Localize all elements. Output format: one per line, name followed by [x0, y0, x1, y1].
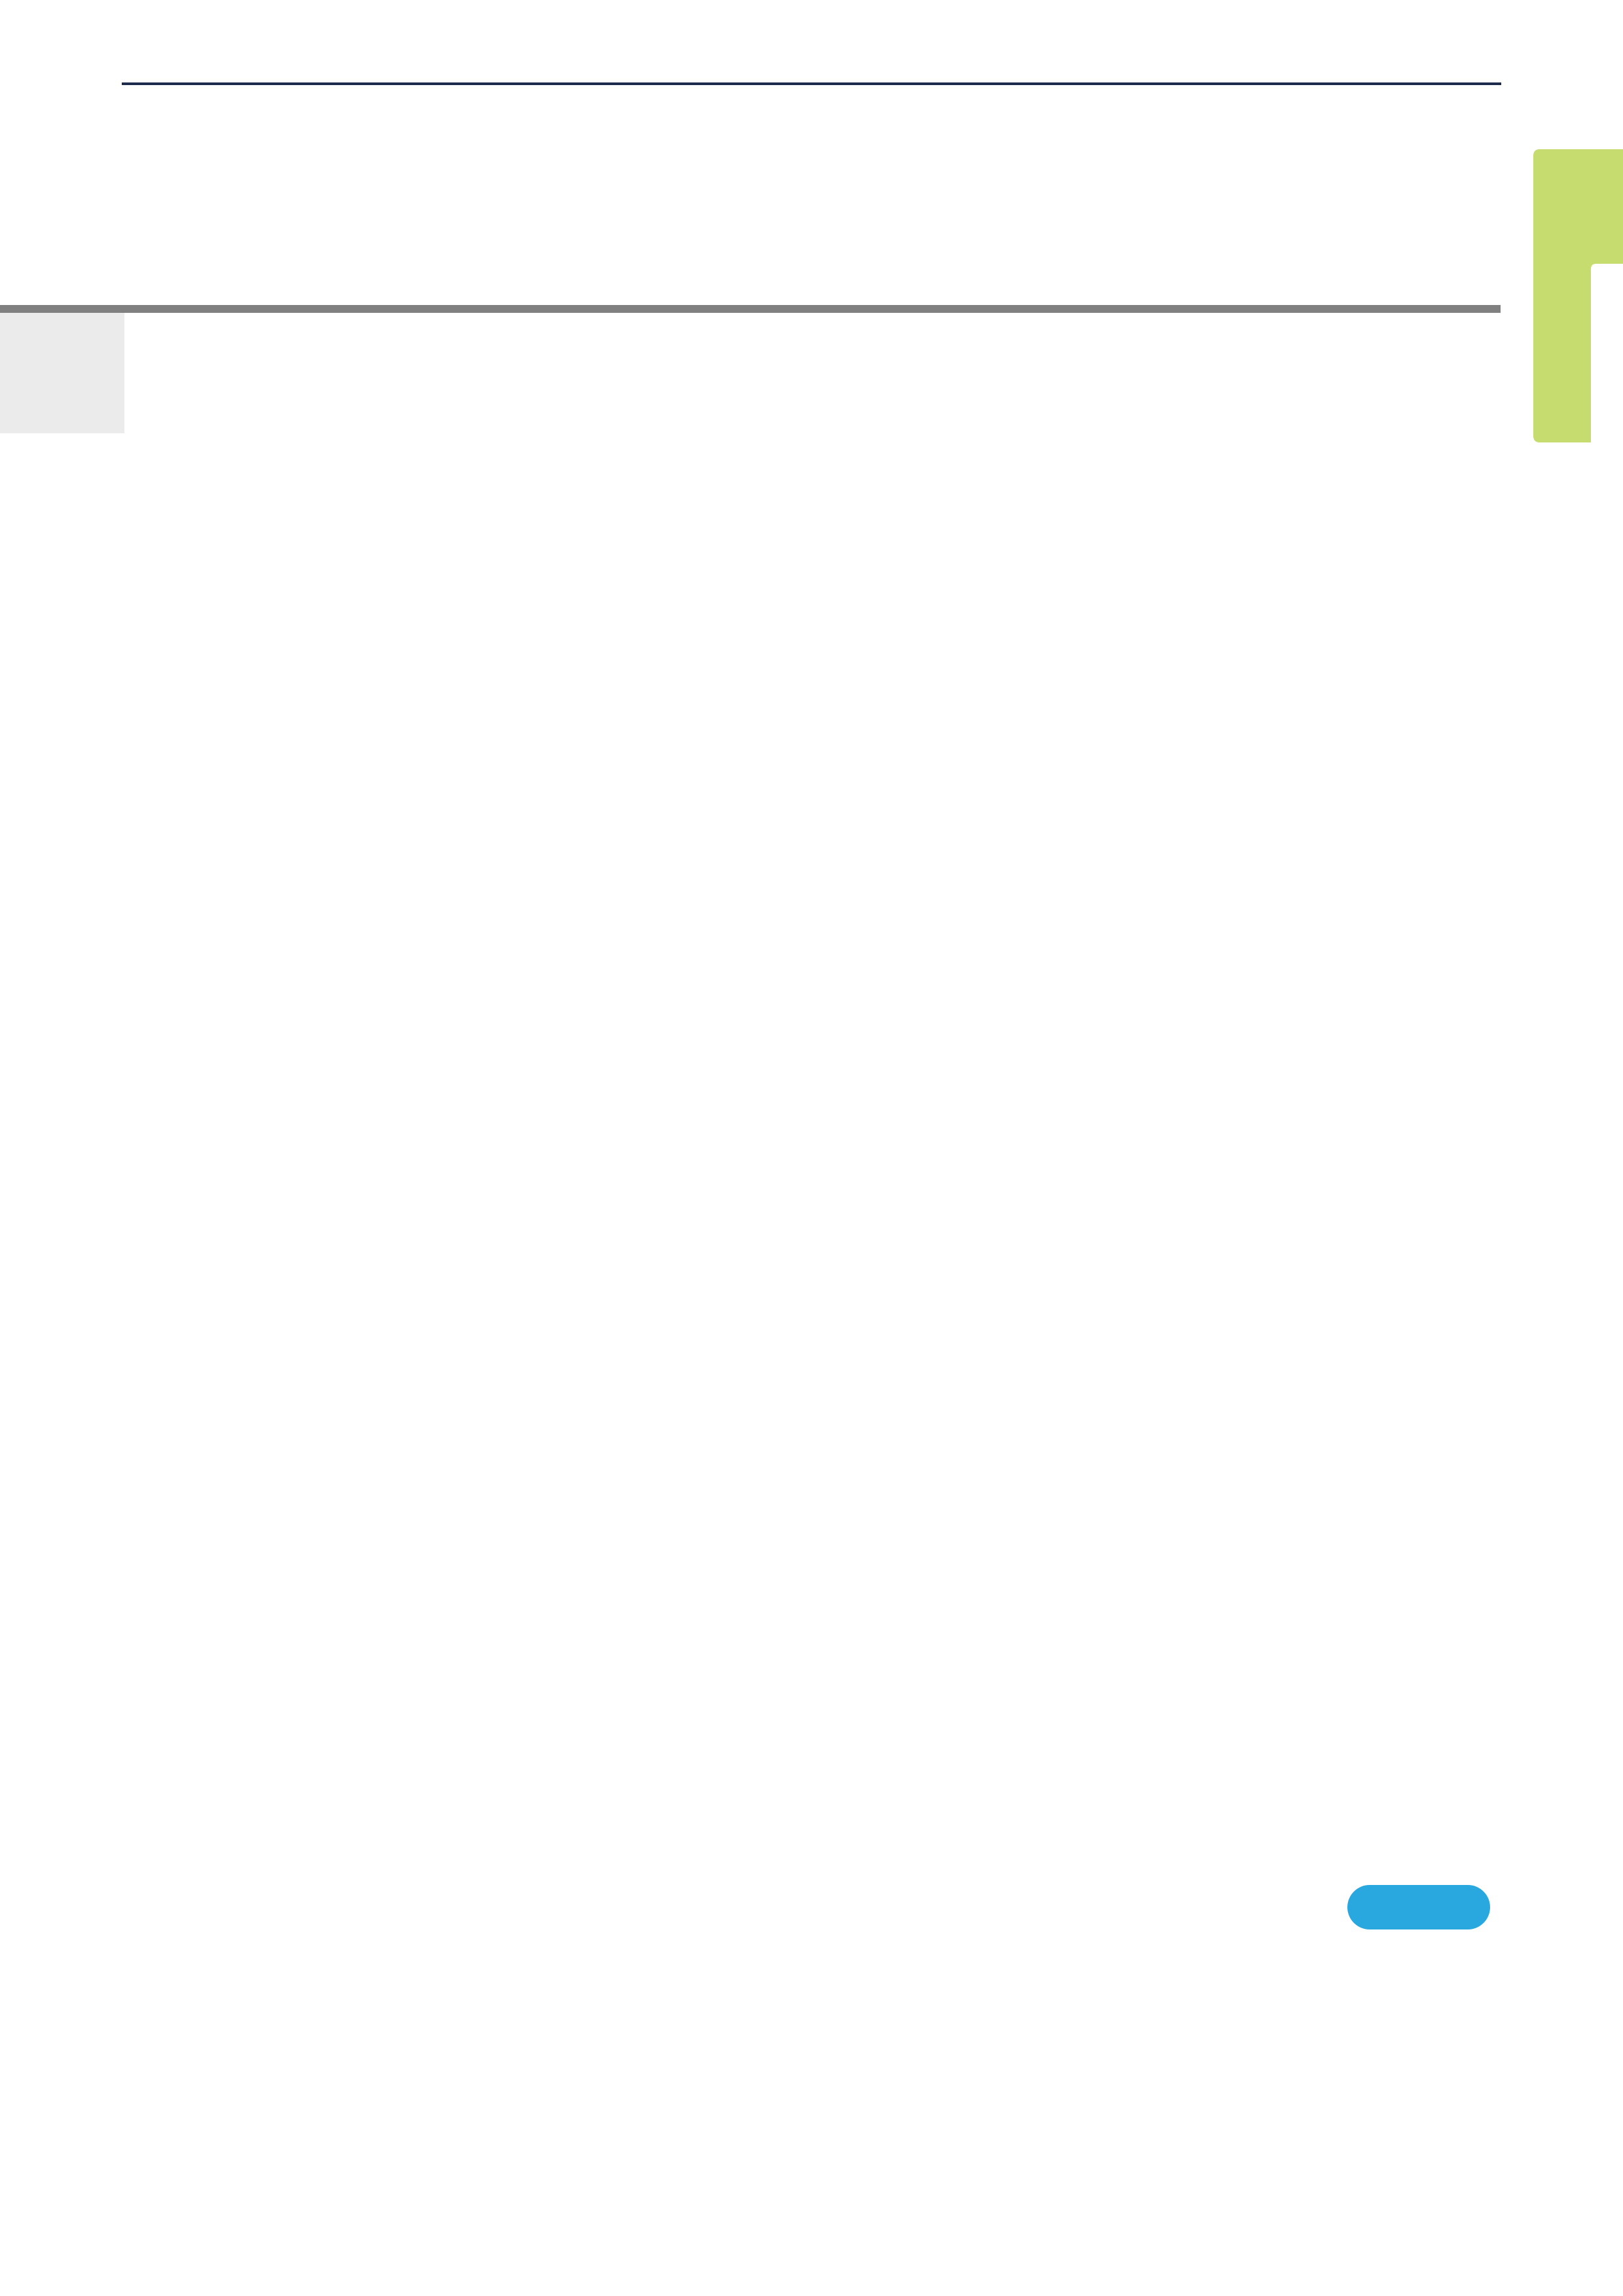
page-number: [1506, 2225, 1604, 2265]
top-rule: [122, 82, 1501, 85]
header-blank-cell: [0, 313, 124, 433]
table-top-border: [0, 305, 1501, 313]
breaker-pill-standard: [1347, 1885, 1490, 1929]
side-tab-label: [1539, 157, 1584, 353]
breaker-header: [1336, 313, 1501, 433]
